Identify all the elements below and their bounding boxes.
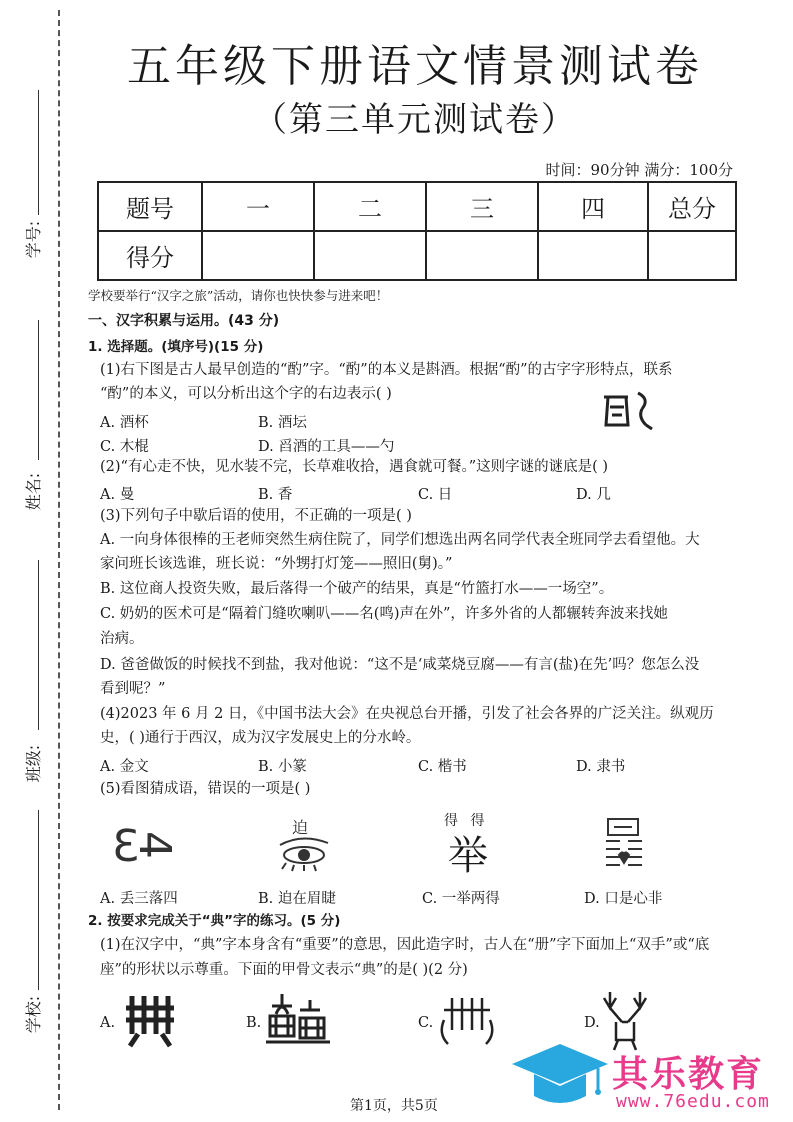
q2-option-c-label: C. <box>418 1015 434 1031</box>
q1-p5-option-c: C. 一举两得 <box>422 891 500 907</box>
q1-title: 1. 选择题。(填序号)(15 分) <box>88 339 264 355</box>
q1-p1-line1: (1)右下图是古人最早创造的“酌”字。“酌”的本义是斟酒。根据“酌”的古字字形特点，联系 <box>100 362 673 378</box>
q1-p1-option-c: C. 木棍 <box>100 439 149 455</box>
q1-p2-option-a: A. 曼 <box>100 487 135 503</box>
q1-p3-option-d-line1: D. 爸爸做饭的时候找不到盐，我对他说：“这不是‘咸菜烧豆腐——有言(盐)在先’吗？您怎么没 <box>100 657 700 673</box>
idiom-picture-c-main: 举 <box>448 833 488 879</box>
q1-p3-line: (3)下列句子中歇后语的使用，不正确的一项是( ) <box>100 508 412 524</box>
q1-p3-option-c-line1: C. 奶奶的医术可是“隔着门缝吹喇叭——名(鸣)声在外”，许多外省的人都辗转奔波来找她 <box>100 606 668 622</box>
svg-text:3: 3 <box>112 821 140 872</box>
score-input-cell[interactable] <box>538 231 648 280</box>
score-input-cell[interactable] <box>314 231 426 280</box>
idiom-picture-c-top: 得 得 <box>444 813 489 829</box>
score-header-cell: 题号 <box>98 182 202 231</box>
q1-p2-option-d: D. 几 <box>576 487 611 503</box>
intro-text: 学校要举行“汉字之旅”活动，请你也快快参与进来吧！ <box>88 288 389 303</box>
brand-logo-text: 其乐教育 <box>612 1054 765 1095</box>
q1-p5-option-b: B. 迫在眉睫 <box>258 891 336 907</box>
q1-p4-line1: (4)2023 年 6 月 2 日，《中国书法大会》在央视总台开播，引发了社会各界的广泛关注。纵观历 <box>100 706 714 722</box>
q2-option-d-label: D. <box>584 1015 600 1031</box>
sidebar-xuexiao-label: 学校: <box>24 995 44 1034</box>
section1-heading: 一、汉字积累与运用。(43 分) <box>88 313 280 329</box>
q1-p3-option-a-line2: 家问班长该选谁，班长说：“外甥打灯笼——照旧(舅)。” <box>100 556 453 572</box>
page-subtitle: （第三单元测试卷） <box>253 100 577 140</box>
sidebar-banji-label: 班级: <box>24 744 44 783</box>
q1-p5-line: (5)看图猜成语，错误的一项是( ) <box>100 781 311 797</box>
banji-line <box>38 560 39 730</box>
q1-p4-option-d: D. 隶书 <box>576 759 626 775</box>
score-table <box>97 181 737 281</box>
q1-p3-option-a-line1: A. 一向身体很棒的王老师突然生病住院了，同学们想选出两名同学代表全班同学去看望他。大 <box>100 532 700 548</box>
brand-url[interactable]: www.76edu.com <box>616 1091 770 1112</box>
score-header-cell: 二 <box>314 182 426 231</box>
svg-text:迫: 迫 <box>292 818 309 837</box>
q1-p5-option-d: D. 口是心非 <box>584 891 663 907</box>
fold-dashed-line <box>58 10 60 1110</box>
q1-p4-option-a: A. 金文 <box>100 759 149 775</box>
oracle-dian-glyph-a <box>118 990 188 1050</box>
score-value-row <box>98 231 736 280</box>
score-header-cell: 四 <box>538 182 648 231</box>
page-title: 五年级下册语文情景测试卷 <box>127 41 703 92</box>
xuexiao-line <box>38 810 39 990</box>
q1-p2-line: (2)“有心走不快，见水装不完，长草难收拾，遇食就可餐。”这则字谜的谜底是( ) <box>100 459 609 475</box>
score-header-cell: 一 <box>202 182 314 231</box>
oracle-dian-glyph-b <box>262 990 342 1050</box>
q1-p3-option-b: B. 这位商人投资失败，最后落得一个破产的结果，真是“竹篮打水——一场空”。 <box>100 581 614 597</box>
q1-p1-option-b: B. 酒坛 <box>258 415 307 431</box>
graduation-cap-icon <box>510 1040 610 1112</box>
q1-p2-option-c: C. 日 <box>418 487 453 503</box>
q1-p1-option-d: D. 舀酒的工具——勺 <box>258 439 395 455</box>
q1-p4-line2: 史，( )通行于西汉，成为汉字发展史上的分水岭。 <box>100 730 421 746</box>
q1-p3-option-d-line2: 看到呢？” <box>100 681 166 697</box>
q1-p1-line2: “酌”的本义，可以分析出这个字的右边表示( ) <box>100 386 392 402</box>
sidebar-xingming-label: 姓名: <box>24 472 44 511</box>
sidebar-xuehao-label: 学号: <box>24 220 44 259</box>
idiom-picture-b <box>272 815 342 875</box>
svg-text:4: 4 <box>129 831 180 859</box>
score-input-cell[interactable] <box>426 231 538 280</box>
score-row-label: 得分 <box>98 231 202 280</box>
score-header-row <box>98 182 736 231</box>
page-number: 第1页，共5页 <box>350 1098 438 1114</box>
q2-title: 2. 按要求完成关于“典”字的练习。(5 分) <box>88 913 341 929</box>
oracle-dian-glyph-c <box>434 990 504 1052</box>
score-input-cell[interactable] <box>648 231 736 280</box>
xingming-line <box>38 320 39 460</box>
q2-option-a-label: A. <box>100 1015 116 1031</box>
q2-p1-line1: (1)在汉字中，“典”字本身含有“重要”的意思，因此造字时，古人在“册”字下面加上“双手”或“底 <box>100 937 710 953</box>
exam-meta: 时间：90分钟 满分：100分 <box>545 161 733 179</box>
score-header-cell: 总分 <box>648 182 736 231</box>
xuehao-line <box>38 90 39 215</box>
q1-p3-option-c-line2: 治病。 <box>100 631 144 647</box>
q1-p5-option-a: A. 丢三落四 <box>100 891 178 907</box>
idiom-picture-d <box>600 815 650 877</box>
score-header-cell: 三 <box>426 182 538 231</box>
idiom-picture-a <box>100 815 180 875</box>
q2-option-b-label: B. <box>246 1015 262 1031</box>
score-input-cell[interactable] <box>202 231 314 280</box>
q2-p1-line2: 座”的形状以示尊重。下面的甲骨文表示“典”的是( )(2 分) <box>100 962 468 978</box>
q1-p2-option-b: B. 香 <box>258 487 293 503</box>
ancient-zhuo-glyph-image <box>598 385 658 435</box>
q1-p1-option-a: A. 酒杯 <box>100 415 149 431</box>
q1-p4-option-c: C. 楷书 <box>418 759 467 775</box>
q1-p4-option-b: B. 小篆 <box>258 759 307 775</box>
